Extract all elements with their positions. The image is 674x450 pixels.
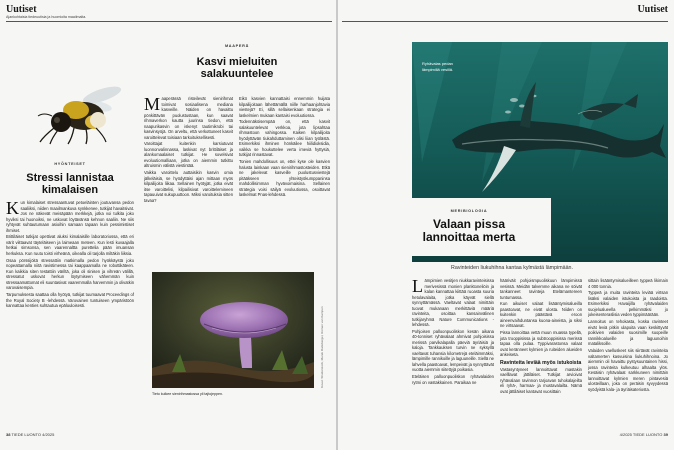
bumblebee-photo: [14, 80, 126, 146]
left-issue: 4/2025: [42, 432, 55, 437]
fungus-col1-paragraph-2: Varoittajat kuitenkin karsiutuvat luonnonvalinnassa, laskivat nyt brittiläiset ja alankomaalaiset tutkijat. He sovelsivat evoluutiomalliaan, jotka on aiemmin tutkittu altruismin välistä viestintää.: [144, 141, 233, 169]
whale-headline-line2: lannoittaa merta: [422, 230, 516, 244]
photo-credit: Kuvat: Shutterstock, Marek Rodeberger, Roman van Kampen: [320, 306, 324, 388]
left-page: [0, 0, 336, 450]
whale-headline: [387, 218, 551, 244]
fungus-headline: [144, 56, 330, 80]
whale-col3-paragraph-4: Valaiden vaelluskeet siis siirtävät ravinteita valtamerten kasvuisina liukuhihnoina. Jo aiemmin oli havaittu pystysuuntainen hissi, jossa ravinteita kulkeutuu alhaalta ylös. Kesäisin ryhävalaat sarkkuneen nimittäin lannoittavat kylmien meren pintavesiä ulosteillaan, joka on peräisin syvyydessä syödyistä kala- ja äyriäisateriosta.: [588, 348, 668, 392]
whale-photo-caption-line1: Ryhävalas pedan: [422, 61, 453, 66]
fungus-column-1: [144, 96, 233, 264]
fungus-col1-paragraph-3: Vaikka varoittelu auttaisikin kasvin omia jälkeläisiä, se hyödyttäisi ajan mittaan myös kilpailijoita liikaa. Sellainen hyötyjät, jotka eivät itse varoittelisi, kilpailisivat varoittelemineen tapauuivat sukupuuttoon. Miksi varoituksia sitten tavaa?: [144, 170, 233, 203]
bee-headline-line1: Stressi lannistaa: [26, 172, 114, 184]
section-title-right: Uutiset: [637, 4, 668, 15]
whale-col1-paragraph-3: Eteläisen palloonpuoliskon ryhävalaiden rytmi on vastakkainen. Paraikaa ne: [412, 374, 494, 385]
right-page-number: 39: [663, 432, 668, 437]
header-rule-left: [6, 21, 332, 22]
whale-photo-caption-line2: lämpimillä vesillä.: [422, 67, 454, 72]
fungus-dropcap: M: [144, 96, 161, 114]
whale-column-3: [588, 278, 668, 428]
whale-lead: Ravinteiden liukuhihna kantaa kylmästä lämpimään.: [451, 265, 573, 271]
whale-col3-paragraph-2: Typpeä ja muita ravinteita leviää virtsan lisäksi valaiden istukoista ja raadoista. Esimerkiksi Havaijilla ryhävalaiden suojelualueella pelkimmäksi jo jokeisenteraslisia veden typpimäärään.: [588, 290, 668, 318]
right-folio: [620, 432, 668, 437]
bee-dropcap: K: [6, 200, 19, 218]
whale-subhead: Ravinteita leviää myös istukoista: [500, 359, 582, 366]
whale-col1-paragraph-1: [412, 278, 494, 328]
whale-col2-paragraph-3: Pissa lannoittaa vettä muun muassa typellä, jota trooppisissa ja subtrooppisissa merissä tapaa olla pulaa. Typpivarastonsa valaat ovat keränneet kylmien ja ruiteiden alueiden ankeiseta.: [500, 330, 582, 358]
fungus-headline-line2: salakuuntelee: [200, 68, 274, 80]
fungus-col2-paragraph-1: Eikö kasvien kannattaisi ennemmin huijata kilpailijoitaan lähettämällä niille harhaanjohtavia viestejä? Ei, sillä sellaisenkaan strategia ei laskelmien mukaan kantaisi evoluutiossa.: [239, 96, 330, 118]
whale-dropcap: L: [412, 278, 423, 296]
left-page-number: 38: [6, 432, 11, 437]
bee-paragraph-4: Tarpumuksesta saattaa olla hyötyä, tutkijat tuumaavat Proceedings of the Royal Society B -lehdessä. Varovainen tuntuiseen ympäristöön kannattaa kenties suhtautua epäluuloisesti.: [6, 292, 134, 309]
section-subtitle: Ajankohtaisia tiedeuutisia ja huomioita maailmalta.: [6, 15, 87, 19]
whale-col1-paragraph-1-text: ämpimien vesitjen niukkaravinteisissa merivesissä monien planktoneliöin ja kalan kannattaa kiittää ruoasta suuria hetulavalaita, jotka käyvät siellä synnyttämässä. Vaeltavat valaat nimittäin tuovat mukanaan merkittäviä määriä ravinteita, osoittaa kansainvälinen tutkijaryhmä Nature Communications -lehdessä.: [412, 278, 494, 327]
fungus-col1-paragraph-1-text: aaperässä risteilevät sienirihmat toimivat sosiaalisena mediana kasveille. Näiden on havaittu pönkittävän puolustustaan, kun saavat rihmaverkon kautta juurinsa tiedon, että naapurikasvin on iskenyt tautimikrobi tai kasvinsyöjä. On arveltu, että verkottuneet kasvit varoittelevat toisiaan tarkoituksellisesti.: [144, 96, 233, 140]
header-rule-right: [342, 21, 668, 22]
whale-col2-paragraph-4: Vastasyntyneet lannoittavat mastakin vaelllavat jättiläiset. Tutkijat arvioivat ryhävalaan ravinnon tarjoavan tuhokalajeilta eli ryhä-, harmaa- ja mustavalailta. Nämä ovat jättiläiset kantavat vuosittain: [500, 366, 582, 394]
whale-headline-line1: Valaan pissa: [432, 217, 506, 231]
mushroom-illustration: [152, 272, 314, 388]
bee-headline-line2: kimalaisen: [41, 184, 99, 196]
whale-col1-paragraph-2: Pohjoisen palloonpuoliskon kesän aikana 40-tonniset ryhävalaat ahmivat pohjoisissa merissä parvikalapalla päeviä äyriäisiä ja kaloja. Tankkauksen turvin ne syksyllä vaeltavat tuhansia kilometrejä eteläimmäksi, lämpimille rannikoille ja laguuneille. Siellä ne lahvella paastoavat, lempeivät ja synnyttävät vuotta aiemmin siitettyjä poikasia.: [412, 328, 494, 373]
fungus-column-2: [239, 96, 330, 264]
bee-kicker: HYÖNTEISET: [54, 162, 86, 166]
left-magazine-name: TIEDE LUONTO: [11, 432, 41, 437]
whale-column-1: [412, 278, 494, 428]
whale-column-2: [500, 278, 582, 428]
fungus-col1-paragraph-1: [144, 96, 233, 140]
bee-paragraph-3: Osaa pörssijöitä stressattiin matkimalla pedon hyökkäystä joko nopeattamalla niitä ravistimessa tai kaappaamalla ne robottikäteen. Kun kaikkia siten testattiin väriltä, joka oli sinisen ja vihreän välillä, stressatut uskovat herkun löytymiseen vähemmän kuin stressaamattomat eli suuntasivat vaaremmalla harvemmin ja olivatkin varovaisempia.: [6, 257, 134, 291]
whale-col2-paragraph-1: hääriväit pohjoismpuoliskuun lämpimissä vesissä. Meidän talvemme aikana ne söivät tankanneet ravinteja Etelämantereen tuntumassa.: [500, 278, 582, 300]
bee-paragraph-1: [6, 200, 134, 233]
bee-paragraph-2: Brittiläiset tutkijat opettivat aluksi kimalaisille laboratoriossa, että eri värit viittaavat täyteläiseen ja laimeaan meteen. Kun lesti kuvaajalla hetkai simsonsa, sen vaarennaltta purettelia pään imuansan herkuksa. Kun ruutu toisti virheänä, oikealla oli tarjolla miltäkin liiksia.: [6, 234, 134, 256]
fungus-headline-line1: Kasvi mieluiten: [196, 56, 278, 68]
mushroom-photo: [152, 272, 314, 388]
fungus-kicker: MAAPERÄ: [224, 44, 250, 48]
bumblebee-illustration: [14, 80, 126, 146]
whale-col3-paragraph-3: Lannoitus on tehokasta, koska ravinteet eivät leviä pitkin ulapoita vaan keskittyvät poikivien valaiden suosimille suopeille rannikkoalueille ja laguunoihin mataliksoille.: [588, 319, 668, 347]
left-folio: [6, 432, 54, 437]
right-magazine-name: TIEDE LUONTO: [632, 432, 663, 437]
bee-paragraph-1-text: un kimalaiset stressaantuvat petoeläinten joutuvansa pedon saaliiksi, niiden maailmankuva synkkenee, tutkijat havaitsivat. Jos ne näkevät meisäpään merkkejä, jotka voi tulkita joko hyviksi tai huonoiksi, ne uskovat löytävänsä kehnon saaliin. Ne siis ryhtyvät suhtautumaan asioihin samaan tapaan kuin pessimistiset ihmiset.: [6, 200, 134, 233]
fungus-col2-paragraph-2: Todennäköisempää on, että kasvit salakuuntelevat verkkoa, jota lipsahtaa rihmastoon vahingossa. Kaiken kilpailijoita hyödyttävän tiukahduttaminen olisi liian työlästä. Esimerkiksi ihminen hönkäilee hiilidioksidia, vaikka se houkuttelee verta imeviä hyttysiä, tutkijat rinnastavat.: [239, 119, 330, 158]
right-page: [338, 0, 674, 450]
mushroom-photo-caption: Tieto kulkee sienirihmastossa yli tajtojeppen.: [152, 392, 223, 396]
fungus-col2-paragraph-3: Tonien mahdollisuus on, ettei kyse ole kasvien halusta lainkaan vaan sienirihmastosteiden. Etkä ne jakelevat kasveille puolustusviestejä pitääkseen yhteistyökumppaninsa mahdollisimman hyvävoimaisina. Sellainen strategia voisi säilyä evoluutiossa, osoittavat laskelmat Pnas-lehdessä.: [239, 159, 330, 198]
right-issue: 4/2025: [619, 432, 632, 437]
bee-headline: [6, 172, 134, 196]
bee-body-column: [6, 200, 134, 428]
whale-kicker: MERIBIOLOGIA: [450, 209, 488, 213]
whale-col3-paragraph-1: sittain lisääntymisalueilleen typpeä likimain 4 000 tonnia.: [588, 278, 668, 289]
whale-col2-paragraph-2: Kun aikuiset valaat lisääntymisalueilla paastoavat, ne eivät ulosta. Niiden on kuitenkin päästävä eroon aineenvaihduntansa kuona-aineista, ja siksi ne virtsaavat.: [500, 301, 582, 329]
section-title-left: Uutiset: [6, 4, 37, 15]
